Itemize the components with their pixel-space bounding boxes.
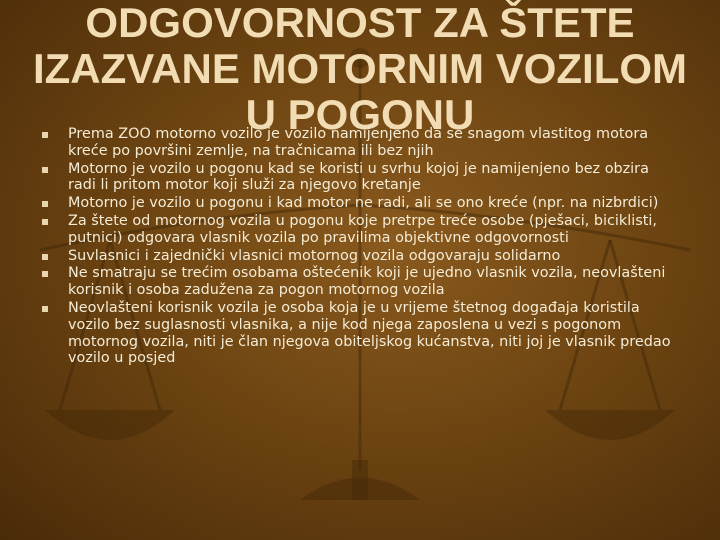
title-line: ODGOVORNOST ZA ŠTETE [85, 0, 635, 46]
bullet-text: Za štete od motornog vozila u pogonu koje pretrpe treće osobe (pješaci, biciklisti, putnici) odgovara vlasnik vozila po pravilima objektivne odgovornosti [68, 212, 657, 246]
list-item [40, 300, 680, 367]
bullet-text: Neovlašteni korisnik vozila je osoba koja je u vrijeme štetnog događaja koristila vozilo bez suglasnosti vlasnika, a nije kod njega zaposlena u vezi s pogonom motornog vozila, niti je član njegova obiteljskog kućanstva, niti joj je vlasnik predao vozilo u posjed [68, 299, 671, 367]
title-line: U POGONU [245, 91, 475, 138]
bullet-text: Suvlasnici i zajednički vlasnici motornog vozila odgovaraju solidarno [68, 247, 561, 264]
square-bullet-icon [42, 306, 48, 312]
bullet-text: Prema ZOO motorno vozilo je vozilo namijenjeno da se snagom vlastitog motora kreće po površini zemlje, na tračnicama ili bez njih [68, 126, 649, 159]
list-item [40, 195, 680, 212]
slide-title [0, 0, 720, 138]
square-bullet-icon [42, 254, 48, 260]
square-bullet-icon [42, 201, 48, 207]
square-bullet-icon [42, 167, 48, 173]
title-line: IZAZVANE MOTORNIM VOZILOM [32, 45, 688, 92]
bullet-list [40, 126, 680, 368]
list-item [40, 213, 680, 247]
bullet-text: Motorno je vozilo u pogonu i kad motor ne radi, ali se ono kreće (npr. na nizbrdici) [68, 195, 659, 212]
list-item [40, 265, 680, 299]
list-item [40, 248, 680, 265]
bullet-text: Ne smatraju se trećim osobama oštećenik koji je ujedno vlasnik vozila, neovlašteni korisnik i osoba zadužena za pogon motornog vozila [68, 265, 666, 299]
square-bullet-icon [42, 132, 48, 138]
square-bullet-icon [42, 219, 48, 225]
list-item [40, 126, 680, 160]
list-item [40, 161, 680, 195]
bullet-text: Motorno je vozilo u pogonu kad se koristi u svrhu kojoj je namijenjeno bez obzira radi li pritom motor koji služi za njegovo kretanje [68, 160, 649, 194]
square-bullet-icon [42, 271, 48, 277]
